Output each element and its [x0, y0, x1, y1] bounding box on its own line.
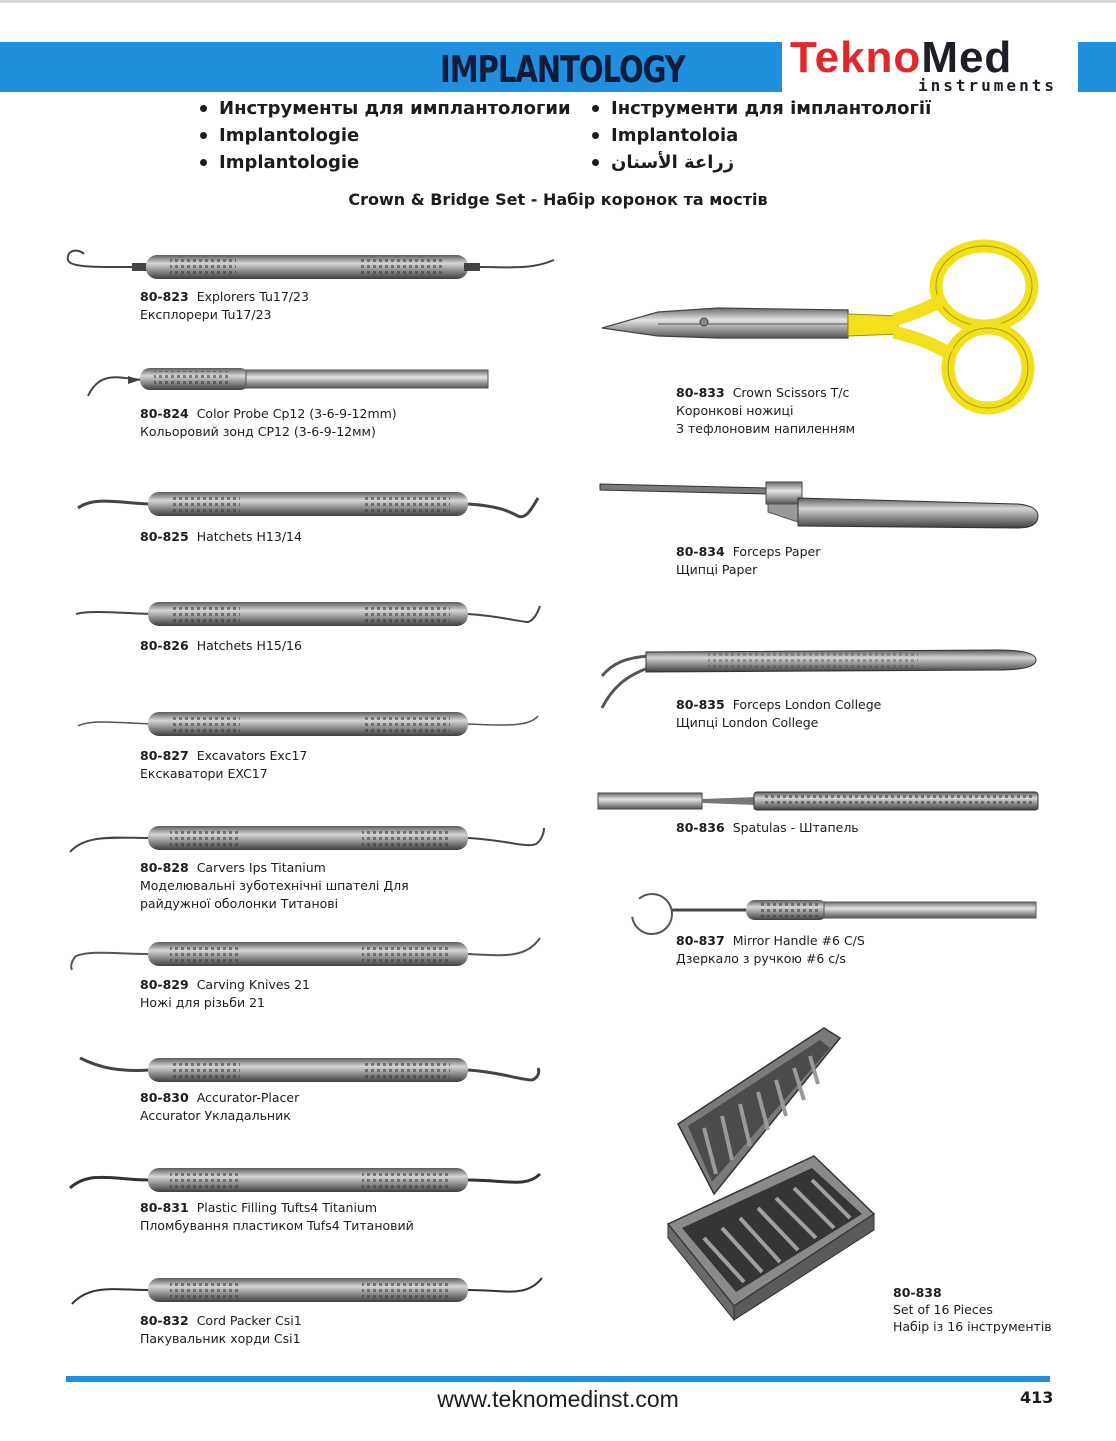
cord-packer-instrument-image — [66, 1270, 550, 1310]
logo-wordmark — [790, 33, 1013, 82]
product-caption: 80-832 Cord Packer Csi1 Пакувальник хорди Csi1 — [140, 1313, 302, 1346]
product-caption: 80-828 Carvers Ips Titanium Моделювальні зуботехнічні шпателі Для райдужної оболонки Титанові — [140, 860, 409, 911]
set-title: Crown & Bridge Set - Набір коронок та мостів — [348, 190, 768, 209]
excavator-instrument-image — [70, 704, 550, 744]
bullet-icon — [200, 159, 207, 166]
footer-divider — [66, 1376, 1050, 1382]
product-caption: 80-825 Hatchets H13/14 — [140, 529, 302, 544]
page-number: 413 — [1020, 1388, 1054, 1407]
bullet-icon — [200, 105, 207, 112]
product-caption: 80-835 Forceps London College Щипці London College — [676, 697, 882, 730]
hatchet-instrument-image — [70, 484, 550, 528]
product-caption: 80-823 Explorers Tu17/23 Експлорери Tu17/23 — [140, 289, 309, 322]
language-item: Інструменти для імплантології — [592, 95, 931, 122]
language-item: Implantologie — [200, 149, 571, 176]
logo-part2: Med — [921, 33, 1013, 82]
product-caption: 80-830 Accurator-Placer Accurator Укладальник — [140, 1090, 300, 1123]
language-item: Инструменты для имплантологии — [200, 95, 571, 122]
language-item: زراعة الأسنان — [592, 149, 931, 176]
language-item: Implantologie — [200, 122, 571, 149]
product-caption: 80-831 Plastic Filling Tufts4 Titanium Пломбування пластиком Tufs4 Титановий — [140, 1200, 414, 1233]
color-probe-instrument-image — [80, 356, 500, 400]
product-caption: 80-836 Spatulas - Штапель — [676, 820, 859, 835]
spatula-image — [596, 788, 1042, 814]
carving-knife-instrument-image — [66, 934, 550, 974]
logo-subtitle: instruments — [918, 76, 1057, 95]
product-caption: 80-829 Carving Knives 21 Ножі для різьби 21 — [140, 977, 310, 1010]
bullet-icon — [592, 159, 599, 166]
page-border — [0, 0, 1116, 3]
instrument-cassette-image — [664, 1024, 888, 1324]
page-title: IMPLANTOLOGY — [440, 48, 685, 91]
product-caption: 80-838 Set of 16 Pieces Набір із 16 інструментів — [893, 1285, 1052, 1334]
product-caption: 80-824 Color Probe Cp12 (3-6-9-12mm) Кольоровий зонд CP12 (3-6-9-12мм) — [140, 406, 397, 439]
accurator-instrument-image — [70, 1050, 550, 1090]
product-caption: 80-826 Hatchets H15/16 — [140, 638, 302, 653]
language-list-right — [592, 95, 931, 176]
hatchet-instrument-image — [70, 594, 550, 634]
forceps-paper-image — [598, 474, 1044, 538]
language-list-left — [200, 95, 571, 176]
plastic-filling-instrument-image — [66, 1160, 550, 1200]
product-caption: 80-827 Excavators Exc17 Екскаватори EXC17 — [140, 748, 308, 781]
website-link[interactable]: www.teknomedinst.com — [437, 1386, 679, 1412]
carver-instrument-image — [66, 818, 550, 858]
product-caption: 80-834 Forceps Paper Щипці Paper — [676, 544, 821, 577]
language-item: Implantoloia — [592, 122, 931, 149]
bullet-icon — [200, 132, 207, 139]
product-caption: 80-837 Mirror Handle #6 C/S Дзеркало з ручкою #6 c/s — [676, 933, 865, 966]
bullet-icon — [592, 105, 599, 112]
bullet-icon — [592, 132, 599, 139]
explorer-instrument-image — [60, 246, 560, 286]
logo-part1: Tekno — [790, 33, 922, 82]
product-caption: 80-833 Crown Scissors T/c Коронкові ножиці З тефлоновим напиленням — [676, 385, 856, 436]
